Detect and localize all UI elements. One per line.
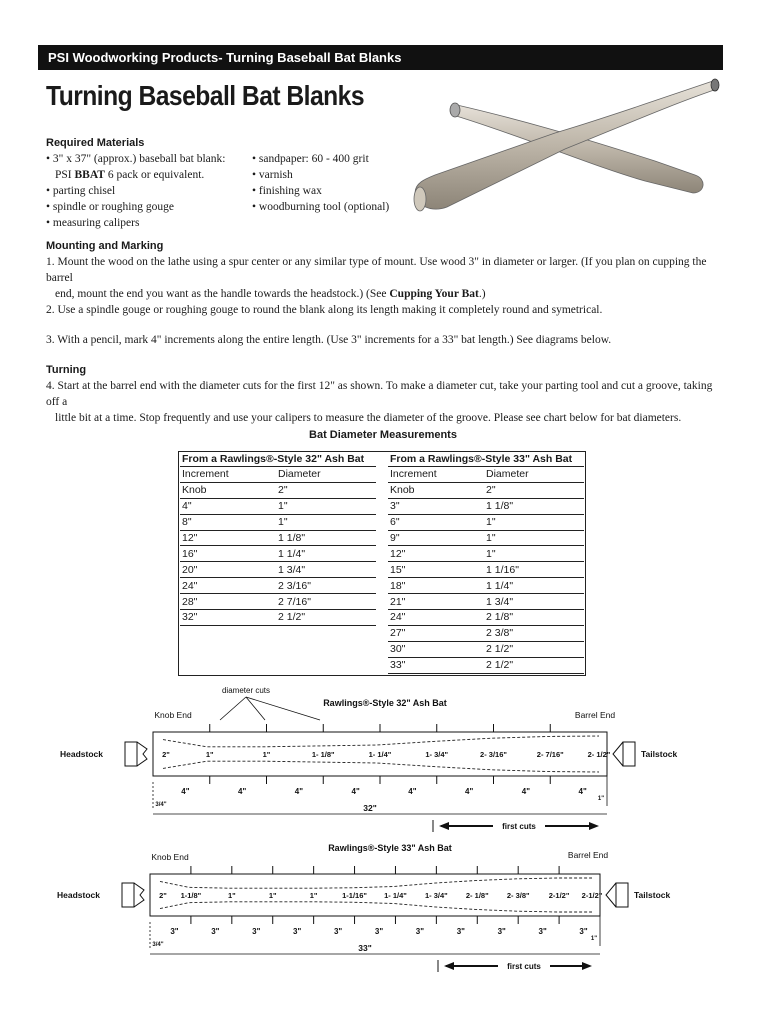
increment-cell: 3" bbox=[388, 498, 484, 514]
tailstock-label: Tailstock bbox=[641, 749, 678, 759]
diameter-label: 2- 7/16" bbox=[536, 750, 564, 759]
increment-cell: 12" bbox=[388, 546, 484, 562]
table-row bbox=[388, 514, 584, 530]
increment-cell: Knob bbox=[388, 482, 484, 498]
table-row bbox=[388, 482, 584, 498]
diameter-label: 2-1/2" bbox=[581, 891, 603, 900]
diameter-cell: 2 1/8" bbox=[484, 610, 584, 626]
diameter-label: 1- 3/4" bbox=[425, 750, 449, 759]
material-item bbox=[46, 167, 256, 183]
material-item: • parting chisel bbox=[46, 185, 116, 197]
diameter-cell: 1 1/8" bbox=[484, 498, 584, 514]
increment-label: 4" bbox=[181, 787, 190, 796]
step-1-line-2 bbox=[46, 286, 718, 302]
headstock-icon bbox=[125, 742, 137, 766]
increment-label: 3" bbox=[538, 927, 547, 936]
increment-cell: 33" bbox=[388, 657, 484, 673]
table-row bbox=[388, 562, 584, 578]
length-label: 32" bbox=[363, 803, 377, 813]
diameter-label: 2" bbox=[159, 891, 167, 900]
material-item: • woodburning tool (optional) bbox=[252, 201, 390, 213]
diameter-label: 1" bbox=[309, 891, 318, 900]
diameter-label: 1" bbox=[227, 891, 236, 900]
spur-center-icon bbox=[137, 742, 147, 766]
diameter-label: 1- 1/4" bbox=[368, 750, 392, 759]
table-row bbox=[180, 594, 376, 610]
bat-profile-bottom bbox=[163, 761, 599, 772]
table-row bbox=[388, 530, 584, 546]
increment-label: 3" bbox=[293, 927, 302, 936]
diameter-label: 1" bbox=[262, 750, 271, 759]
diagram-title: Rawlings®-Style 32" Ash Bat bbox=[323, 698, 447, 708]
step-2: 2. Use a spindle gouge or roughing gouge to round the blank along its length making it completely round and symetrical. bbox=[46, 304, 603, 316]
cupping-reference: Cupping Your Bat bbox=[389, 288, 479, 300]
table-row bbox=[388, 546, 584, 562]
increment-cell: 18" bbox=[388, 578, 484, 594]
increment-cell: 16" bbox=[180, 546, 276, 562]
increment-label: 4" bbox=[521, 787, 530, 796]
diameter-cell: 1" bbox=[276, 514, 376, 530]
callout-leader bbox=[246, 697, 265, 720]
step-1-end: .) bbox=[478, 288, 486, 300]
headstock-icon bbox=[122, 883, 134, 907]
step-4-line-1: 4. Start at the barrel end with the diameter cuts for the first 12" as shown. To make a diameter cut, take your parting tool and cut a groove, taking off a bbox=[46, 380, 713, 408]
step-4 bbox=[46, 378, 718, 426]
material-item: • sandpaper: 60 - 400 grit bbox=[252, 153, 369, 165]
knob-end-label: Knob End bbox=[154, 710, 192, 720]
table-row bbox=[180, 530, 376, 546]
increment-cell: 21" bbox=[388, 594, 484, 610]
increment-label: 4" bbox=[351, 787, 360, 796]
required-materials-heading: Required Materials bbox=[46, 137, 145, 149]
diameter-label: 2-1/2" bbox=[548, 891, 570, 900]
table-row bbox=[180, 562, 376, 578]
diameter-label: 1" bbox=[205, 750, 214, 759]
headstock-label: Headstock bbox=[57, 890, 100, 900]
page-title: Turning Baseball Bat Blanks bbox=[46, 80, 365, 111]
bat-profile-top bbox=[160, 878, 592, 888]
diameter-cell: 1" bbox=[276, 498, 376, 514]
increment-label: 4" bbox=[294, 787, 303, 796]
bat-blank bbox=[150, 874, 600, 916]
diameter-cell: 2" bbox=[276, 482, 376, 498]
table-row bbox=[388, 578, 584, 594]
barrel-offset-label: 1" bbox=[590, 936, 598, 942]
material-item: • 3" x 37" (approx.) baseball bat blank: bbox=[46, 153, 226, 165]
increment-label: 3" bbox=[415, 927, 425, 936]
callout-leader bbox=[220, 697, 246, 720]
material-item: • finishing wax bbox=[252, 185, 322, 197]
arrow-left-icon bbox=[439, 822, 449, 830]
increment-cell: 8" bbox=[180, 514, 276, 530]
spur-center-icon bbox=[134, 883, 144, 907]
diameter-label: 2- 3/8" bbox=[506, 891, 530, 900]
first-cuts-label: first cuts bbox=[502, 822, 536, 831]
diameter-label: 2- 3/16" bbox=[480, 750, 507, 759]
table-row bbox=[388, 657, 584, 673]
arrow-right-icon bbox=[582, 962, 592, 970]
length-label: 33" bbox=[358, 943, 372, 953]
increment-cell: 4" bbox=[180, 498, 276, 514]
increment-cell: 24" bbox=[180, 578, 276, 594]
mounting-heading: Mounting and Marking bbox=[46, 240, 164, 252]
step-1-text: end, mount the end you want as the handle towards the headstock.) (See bbox=[55, 288, 390, 300]
diameter-cell: 2 3/8" bbox=[484, 625, 584, 641]
header-bar-text: PSI Woodworking Products- Turning Baseball Bat Blanks bbox=[48, 50, 402, 65]
diameter-label: 2" bbox=[162, 750, 170, 759]
diameter-cell: 2 1/2" bbox=[484, 657, 584, 673]
diameter-label: 2- 1/8" bbox=[465, 891, 489, 900]
material-item: • spindle or roughing gouge bbox=[46, 201, 174, 213]
diameter-cell: 1" bbox=[484, 546, 584, 562]
increment-cell: 32" bbox=[180, 610, 276, 626]
increment-label: 4" bbox=[465, 787, 474, 796]
tailstock-icon bbox=[616, 883, 628, 907]
step-1-line-1: 1. Mount the wood on the lathe using a spur center or any similar type of mount. Use wood 3" in diameter or larger. (If you plan on cupping the barrel bbox=[46, 256, 707, 284]
table-title: Bat Diameter Measurements bbox=[309, 429, 457, 441]
increment-label: 3" bbox=[333, 927, 343, 936]
increment-cell: 20" bbox=[180, 562, 276, 578]
material-item: • varnish bbox=[252, 169, 293, 181]
diameter-cell: 1 3/4" bbox=[484, 594, 584, 610]
table-row bbox=[388, 498, 584, 514]
col-increment: Increment bbox=[388, 467, 484, 483]
diameter-cell: 2 7/16" bbox=[276, 594, 376, 610]
barrel-end-label: Barrel End bbox=[567, 850, 609, 860]
table-row bbox=[388, 594, 584, 610]
increment-cell: 27" bbox=[388, 625, 484, 641]
increment-label: 4" bbox=[238, 787, 247, 796]
increment-label: 3" bbox=[497, 927, 506, 936]
diagram-title: Rawlings®-Style 33" Ash Bat bbox=[328, 843, 452, 853]
increment-label: 3" bbox=[374, 927, 384, 936]
table-32 bbox=[180, 452, 376, 626]
knob-offset-label: 3/4" bbox=[155, 802, 167, 808]
table-33-body bbox=[388, 482, 584, 673]
increment-cell: Knob bbox=[180, 482, 276, 498]
increment-label: 4" bbox=[408, 787, 417, 796]
increment-cell: 30" bbox=[388, 641, 484, 657]
live-center-icon bbox=[613, 742, 623, 766]
increment-label: 3" bbox=[579, 927, 588, 936]
step-4-line-2: little bit at a time. Stop frequently and use your calipers to measure the diameter of the groove. Please see chart below for bat diameters. bbox=[55, 412, 682, 424]
table-row bbox=[388, 610, 584, 626]
diameter-cell: 2 1/2" bbox=[276, 610, 376, 626]
diameter-label: 2- 1/2" bbox=[587, 750, 611, 759]
table-row bbox=[388, 625, 584, 641]
first-cuts-label: first cuts bbox=[507, 962, 541, 971]
increment-label: 3" bbox=[170, 927, 179, 936]
arrow-right-icon bbox=[589, 822, 599, 830]
tailstock-icon bbox=[623, 742, 635, 766]
increment-label: 3" bbox=[456, 927, 465, 936]
increment-cell: 6" bbox=[388, 514, 484, 530]
diameter-label: 1- 1/8" bbox=[311, 750, 335, 759]
table-32-title: From a Rawlings®-Style 32" Ash Bat bbox=[180, 452, 376, 467]
table-row bbox=[180, 514, 376, 530]
bat-b-icon bbox=[414, 79, 719, 211]
step-3: 3. With a pencil, mark 4" increments along the entire length. (Use 3" increments for a 33" bat length.) See diagrams below. bbox=[46, 334, 612, 346]
bat-profile-bottom bbox=[160, 902, 592, 912]
increment-cell: 28" bbox=[180, 594, 276, 610]
table-row bbox=[388, 641, 584, 657]
diameter-label: 1" bbox=[268, 891, 277, 900]
increment-cell: 24" bbox=[388, 610, 484, 626]
material-item-text: PSI BBAT 6 pack or equivalent. bbox=[55, 169, 205, 181]
diameter-cell: 1 1/8" bbox=[276, 530, 376, 546]
table-row bbox=[180, 610, 376, 626]
table-row bbox=[180, 546, 376, 562]
diameter-cell: 1" bbox=[484, 514, 584, 530]
diameter-label: 1-1/16" bbox=[342, 891, 367, 900]
header-bar bbox=[38, 45, 723, 70]
barrel-offset-label: 1" bbox=[597, 796, 605, 802]
turning-heading: Turning bbox=[46, 364, 87, 376]
col-increment: Increment bbox=[180, 467, 276, 483]
table-32-body bbox=[180, 482, 376, 625]
live-center-icon bbox=[606, 883, 616, 907]
diameter-label: 1-1/8" bbox=[180, 891, 202, 900]
increment-label: 3" bbox=[211, 927, 220, 936]
tailstock-label: Tailstock bbox=[634, 890, 671, 900]
diagram-32 bbox=[60, 680, 710, 831]
callout-leader bbox=[246, 697, 320, 720]
diameter-cell: 2 1/2" bbox=[484, 641, 584, 657]
table-row bbox=[180, 498, 376, 514]
headstock-label: Headstock bbox=[60, 749, 103, 759]
table-row bbox=[180, 482, 376, 498]
increment-label: 4" bbox=[578, 787, 587, 796]
table-row bbox=[180, 578, 376, 594]
diameter-label: 1- 1/4" bbox=[384, 891, 407, 900]
diameter-label: 1- 3/4" bbox=[424, 891, 448, 900]
diameter-cell: 1 3/4" bbox=[276, 562, 376, 578]
knob-end-label: Knob End bbox=[151, 852, 189, 862]
diameter-cell: 1 1/16" bbox=[484, 562, 584, 578]
bat-profile-top bbox=[163, 736, 599, 747]
knob-offset-label: 3/4" bbox=[152, 942, 164, 948]
diameter-cell: 2" bbox=[484, 482, 584, 498]
col-diameter: Diameter bbox=[276, 467, 376, 483]
table-33 bbox=[388, 452, 584, 674]
materials-right-list bbox=[252, 151, 452, 215]
diameter-cell: 2 3/16" bbox=[276, 578, 376, 594]
product-code: BBAT bbox=[74, 169, 105, 181]
increment-cell: 15" bbox=[388, 562, 484, 578]
diagram-33 bbox=[57, 838, 715, 971]
arrow-left-icon bbox=[444, 962, 454, 970]
table-33-title: From a Rawlings®-Style 33" Ash Bat bbox=[388, 452, 584, 467]
diameter-cell: 1" bbox=[484, 530, 584, 546]
increment-cell: 9" bbox=[388, 530, 484, 546]
materials-left-list bbox=[46, 151, 256, 231]
col-diameter: Diameter bbox=[484, 467, 584, 483]
diameter-cell: 1 1/4" bbox=[276, 546, 376, 562]
increment-label: 3" bbox=[252, 927, 261, 936]
diameter-cuts-callout: diameter cuts bbox=[221, 686, 271, 695]
diameter-cell: 1 1/4" bbox=[484, 578, 584, 594]
increment-cell: 12" bbox=[180, 530, 276, 546]
step-1 bbox=[46, 254, 718, 302]
material-item: • measuring calipers bbox=[46, 217, 140, 229]
barrel-end-label: Barrel End bbox=[574, 710, 616, 720]
